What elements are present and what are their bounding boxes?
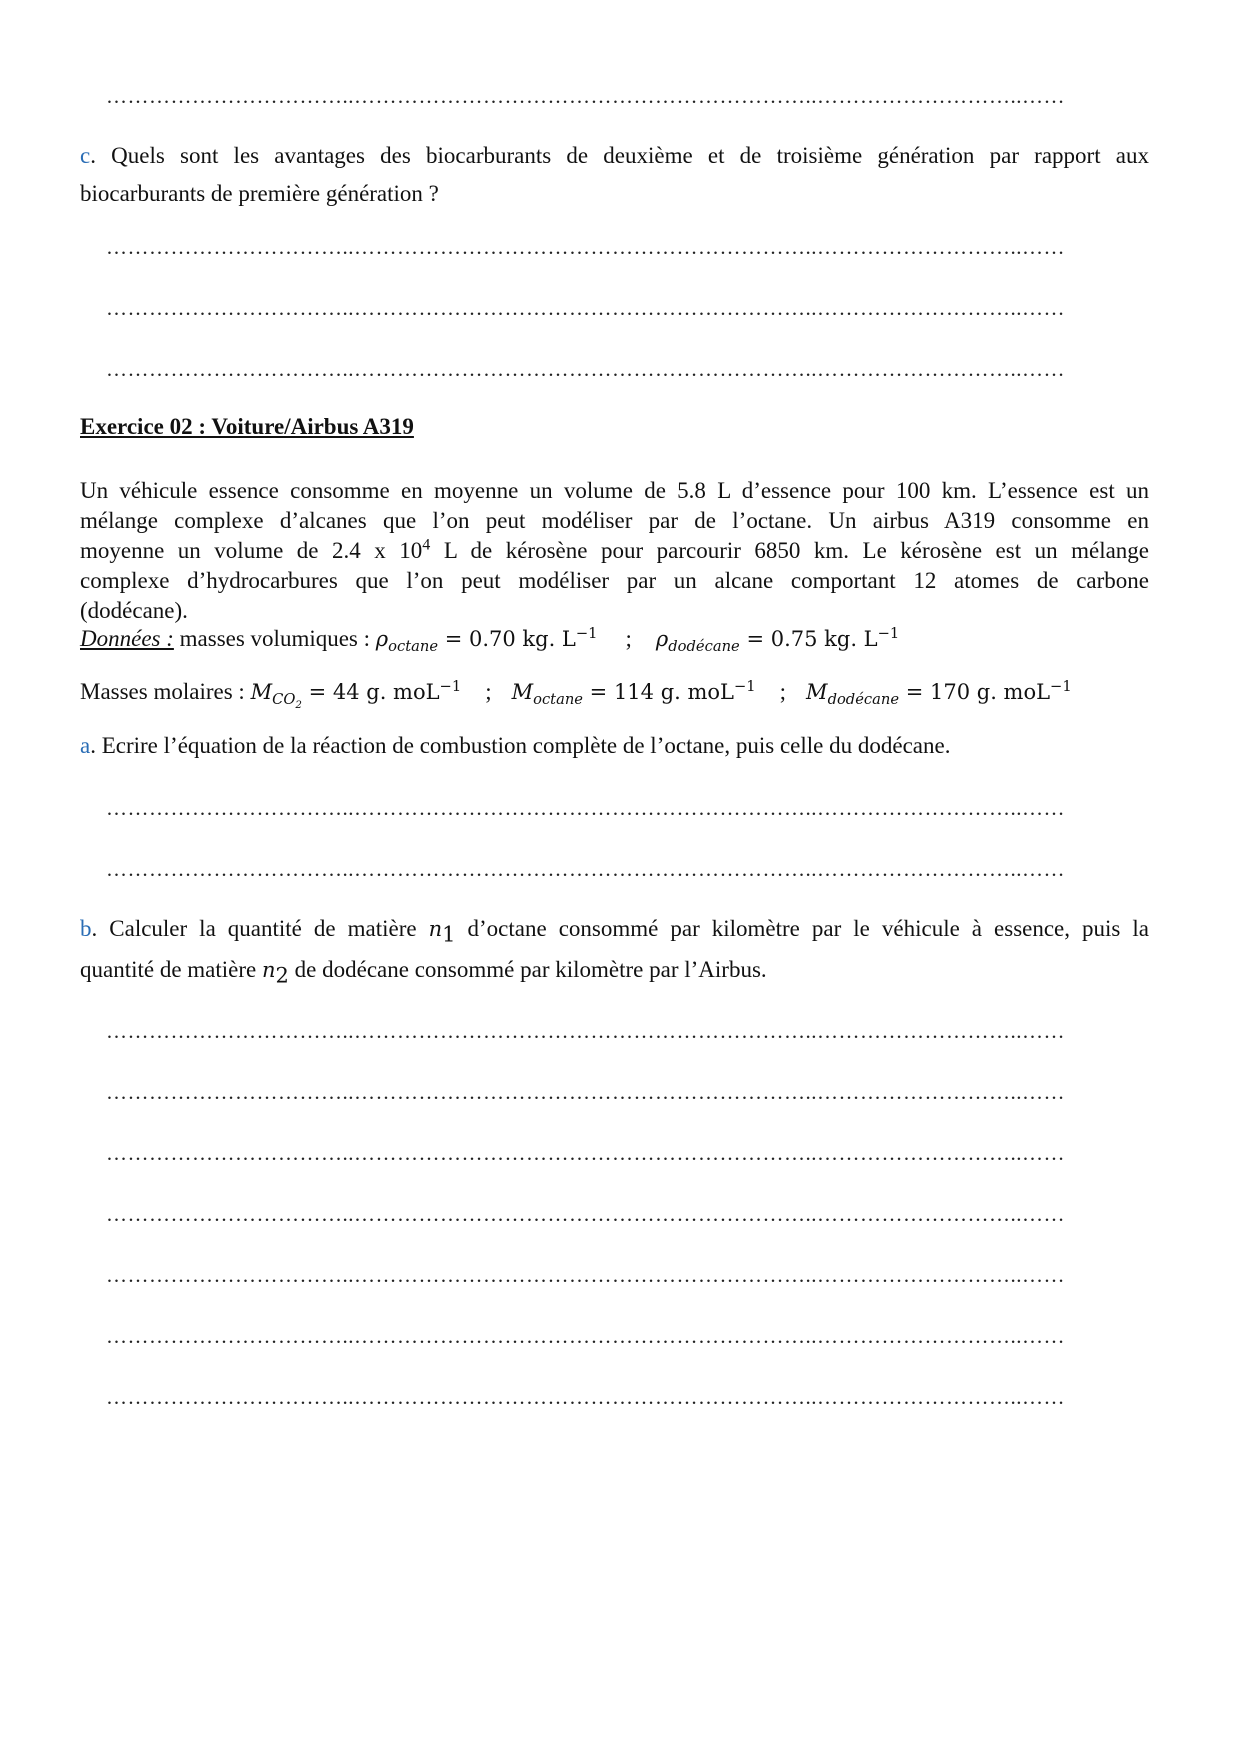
exercise-title: Exercice 02 : Voiture/Airbus A319: [80, 414, 414, 439]
answer-line: ……………………………..………………………………………………………..………………………..……: [106, 1019, 1065, 1043]
answer-line: ……………………………..………………………………………………………..………………………..……: [106, 235, 1065, 259]
data-densities: Données : masses volumiques : $\rho_{octane} = 0.70$ kg. $L^{-1}$ ; $\rho_{dodécane} = 0.75$ kg. $L^{-1}$: [80, 625, 900, 656]
answer-line: ……………………………..………………………………………………………..………………………..……: [106, 1385, 1065, 1409]
question-c-line1: c. Quels sont les avantages des biocarburants de deuxième et de troisième génération par rapport aux: [80, 143, 1149, 168]
answer-line: ……………………………..………………………………………………………..………………………..……: [106, 796, 1065, 820]
exercise-intro: Un véhicule essence consomme en moyenne un volume de 5.8 L d’essence pour 100 km. L’essence est un mélange complexe d’alcanes que l’on peut modéliser par de l’octane. Un airbus A319 consomme en moyenne un volume de 2.4 x $10^4$ L de kérosène pour parcourir 6850 km. Le kérosène est un mélange complexe d’hydrocarbures que l’on peut modéliser par un alcane comportant 12 atomes de carbone (dodécane).: [80, 478, 1149, 623]
question-a-label: a: [80, 733, 91, 758]
answer-line: ……………………………..………………………………………………………..………………………..……: [106, 1141, 1065, 1165]
question-a: a. Ecrire l’équation de la réaction de combustion complète de l’octane, puis celle du dodécane.: [80, 733, 951, 758]
question-c-line2: biocarburants de première génération ?: [80, 181, 439, 206]
question-b-line2: quantité de matière $n_2$ de dodécane consommé par kilomètre par l’Airbus.: [80, 957, 767, 988]
answer-line: ……………………………..………………………………………………………..………………………..……: [106, 1202, 1065, 1226]
m-dodecane: $M_{dodécane} = 170$ g. moL$^{-1}$: [806, 678, 1072, 709]
answer-line: ……………………………..………………………………………………………..………………………..……: [106, 857, 1065, 881]
answer-line: ……………………………..………………………………………………………..………………………..……: [106, 1263, 1065, 1287]
data-molar-masses: Masses molaires : $M_{CO_2} = 44$ g. moL$^{-1}$ ; $M_{octane} = 114$ g. moL$^{-1}$ ; $M_{dodécane} = 170$ g. moL$^{-1}$: [80, 678, 1072, 712]
answer-line: ……………………………..………………………………………………………..………………………..……: [106, 1080, 1065, 1104]
answer-line: ……………………………..………………………………………………………..………………………..……: [106, 84, 1065, 108]
rho-octane: $\rho_{octane} = 0.70$ kg. $L^{-1}$: [375, 625, 598, 656]
question-c-label: c: [80, 143, 91, 168]
answer-line: ……………………………..………………………………………………………..………………………..……: [106, 1324, 1065, 1348]
question-b-label: b: [80, 916, 92, 941]
m-octane: $M_{octane} = 114$ g. moL$^{-1}$: [511, 678, 756, 709]
question-b-line1: b. Calculer la quantité de matière $n_1$ d’octane consommé par kilomètre par le véhicule à essence, puis la: [80, 916, 1149, 947]
m-co2: $M_{CO_2} = 44$ g. moL$^{-1}$: [250, 678, 462, 712]
rho-dodecane: $\rho_{dodécane} = 0.75$ kg. $L^{-1}$: [655, 625, 900, 656]
answer-line: ……………………………..………………………………………………………..………………………..……: [106, 296, 1065, 320]
data-label: Données :: [80, 626, 174, 651]
answer-line: ……………………………..………………………………………………………..………………………..……: [106, 357, 1065, 381]
